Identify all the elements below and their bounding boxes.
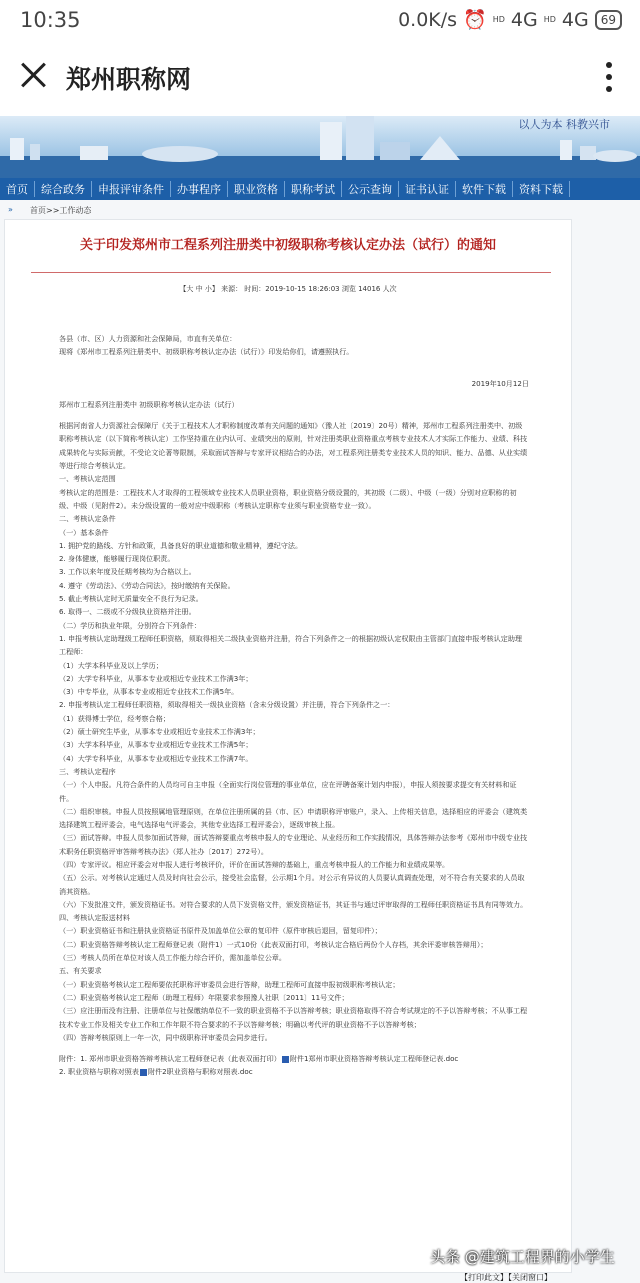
article-meta: 【大 中 小】 来源： 时间：2019-10-15 18:26:03 浏览 14016 人次: [179, 285, 397, 293]
article-paragraph: （一）职业资格考核认定工程师要依托职称评审委员会进行答辩，助理工程师可直接申报初级职称考核认定；: [59, 979, 400, 989]
doc-file-icon: [282, 1056, 289, 1063]
site-banner: [0, 116, 640, 178]
breadcrumb-arrow-icon: »: [8, 205, 13, 214]
article-paragraph: 根据河南省人力资源社会保障厅《关于工程技术人才职称制度改革有关问题的通知》（豫人社〔2019〕20号）精神，郑州市工程系列注册类中、初级职称考核认定（以下简称考核认定）工作坚持重在业内认可、业绩突出的原则，针对注册类职业资格重点考核专业技术人才实际工作能力、业绩、科技成果转化与实际贡献，不受论文论著等限制，采取面试答辩与专家评议相结合的办法，对工程系列注册类专业技术人员的知识、能力、品德、从业实绩等进行综合考核认定。: [59, 421, 528, 471]
attachment-label: 附件：: [59, 1054, 81, 1064]
banner-slogan: 以人为本 科教兴市: [518, 118, 610, 131]
article-paragraph: 考核认定的范围是：工程技术人才取得的工程领域专业技术人员职业资格，职业资格分级设置的，其初级（二级）、中级（一级）分别对应职称的初级、中级（见附件2）。未分级设置的一般对应中级职称（考核认定职称专业须与职业资格专业一致）。: [59, 487, 517, 510]
network-speed: 0.0K/s: [398, 8, 458, 31]
article-container: [4, 219, 572, 1273]
article-paragraph: （2）硕士研究生毕业，从事本专业或相近专业技术工作满3年；: [59, 727, 260, 737]
watermark: 头条 @建筑工程界的小学生: [430, 1248, 615, 1266]
hd-label-1: HD: [492, 15, 505, 24]
article-paragraph: 1. 拥护党的路线、方针和政策，具备良好的职业道德和敬业精神，遵纪守法。: [59, 540, 303, 550]
bottom-links: [460, 1272, 552, 1283]
article-paragraph: （二）组织审核。申报人员按照属地管理原则，在单位注册所属的县（市、区）申请职称评审账户，录入、上传相关信息，选择相应的评委会（建筑类选择建筑工程评委会，电气选择电气评委会，其他专业选择工程评委会），逐级审核上报。: [59, 806, 528, 830]
article-paragraph: （一）职业资格证书和注册执业资格证书原件及加盖单位公章的复印件（原件审核后退回，留复印件）；: [59, 926, 382, 936]
article-paragraph: 一、考核认定范围: [59, 474, 116, 484]
article-paragraph: 4. 遵守《劳动法》、《劳动合同法》，按时缴纳有关保险。: [59, 580, 235, 590]
status-bar: [0, 0, 640, 40]
article-paragraph: 3. 工作以来年度及任期考核均为合格以上。: [59, 567, 196, 577]
attachment-2-link[interactable]: 附件2职业资格与职称对照表.doc: [147, 1067, 253, 1077]
app-title: 郑州职称网: [66, 65, 192, 94]
breadcrumb-text[interactable]: 首页>>工作动态: [30, 206, 92, 215]
nav-item[interactable]: 软件下载: [456, 181, 513, 197]
article-paragraph: 2. 申报考核认定工程师任职资格，须取得相关一级执业资格（含未分级设置）并注册，符合下列条件之一：: [59, 700, 395, 710]
breadcrumb: [0, 203, 640, 218]
article-paragraph: 1. 申报考核认定助理级工程师任职资格，须取得相关二级执业资格并注册，符合下列条件之一的根据初级认定权限由主管部门直接申报考核认定助理工程师：: [59, 633, 523, 657]
article-paragraph: （六）下发批准文件，颁发资格证书。对符合要求的人员下发资格文件，颁发资格证书，其证书与通过评审取得的工程师任职资格证书具有同等效力。: [59, 899, 528, 909]
attachment-1: [59, 1052, 529, 1065]
article-paragraph: （三）考核人员所在单位对该人员工作能力综合评价，需加盖单位公章。: [59, 953, 286, 963]
article-paragraph: 五、有关要求: [59, 966, 102, 976]
article-body: [59, 332, 529, 1079]
nav-item[interactable]: 办事程序: [171, 181, 228, 197]
article-paragraph: 三、考核认定程序: [59, 766, 116, 776]
paragraph-list: [59, 419, 529, 1044]
article-paragraph: （五）公示。对考核认定通过人员及时向社会公示，接受社会监督，公示期1个月。对公示有异议的人员要认真调查处理，对不符合有关要求的人员取消其资格。: [59, 873, 525, 896]
doc-title: 郑州市工程系列注册类中 初级职称考核认定办法（试行）: [59, 399, 239, 409]
signal-1: 4G: [510, 8, 538, 31]
article-paragraph: 四、考核认定报送材料: [59, 913, 130, 923]
app-bar: [0, 40, 640, 116]
article-paragraph: （四）答辩考核原则上一年一次，同中级职称评审委员会同步进行。: [59, 1032, 272, 1042]
doc-file-icon: [140, 1069, 147, 1076]
publish-date: 2019年10月12日: [471, 378, 529, 388]
battery-icon: 69: [595, 10, 622, 30]
signal-2: 4G: [561, 8, 589, 31]
article-paragraph: （四）专家评议。相应评委会对申报人进行考核评价，评价在面试答辩的基础上，重点考核申报人的工作能力和业绩成果等。: [59, 859, 450, 869]
article-paragraph: （3）中专毕业，从事本专业或相近专业技术工作满5年。: [59, 687, 239, 697]
article-paragraph: （三）面试答辩。申报人员参加面试答辩，面试答辩要重点考核申报人的专业理论、从业经历和工作实践情况，具体答辩办法参考《郑州市中级专业技术职务任职资格评审答辩考核办法》（郑人社办〔2017〕272号）。: [59, 833, 528, 856]
article-paragraph: （三）应注册而没有注册、注册单位与社保缴纳单位不一致的职业资格不予以答辩考核；职业资格取得不符合考试规定的不予以答辩考核；不从事工程技术专业工作及相关专业工作和工作年限不符合要求的不予以答辩考核；明确以考代评的职业资格不予以答辩考核；: [59, 1006, 528, 1029]
article-paragraph: 5. 截止考核认定时无质量安全不良行为记录。: [59, 594, 203, 604]
status-indicators: [398, 8, 622, 31]
more-options-icon[interactable]: [606, 62, 614, 92]
intro: 现将《郑州市工程系列注册类中、初级职称考核认定办法（试行）》印发给你们，请遵照执行。: [59, 347, 354, 357]
print-link[interactable]: 【打印此文】: [460, 1273, 508, 1282]
hd-label-2: HD: [543, 15, 556, 24]
title-divider: [31, 272, 551, 273]
article-paragraph: （4）大学专科毕业，从事本专业或相近专业技术工作满7年。: [59, 753, 253, 763]
nav-item[interactable]: 证书认证: [399, 181, 456, 197]
attachment-1-link[interactable]: 附件1郑州市职业资格答辩考核认定工程师登记表.doc: [289, 1054, 459, 1064]
article-paragraph: 二、考核认定条件: [59, 514, 116, 524]
nav-item[interactable]: 职称考试: [285, 181, 342, 197]
article-paragraph: 2. 身体健康，能够履行现岗位职责。: [59, 554, 175, 564]
nav-item[interactable]: 公示查询: [342, 181, 399, 197]
greeting: 各县（市、区）人力资源和社会保障局，市直有关单位：: [59, 334, 237, 343]
main-nav: [0, 178, 640, 200]
attachment-1-title: 1. 郑州市职业资格答辩考核认定工程师登记表（此表双面打印）: [80, 1054, 281, 1064]
article-paragraph: （3）大学本科毕业，从事本专业或相近专业技术工作满5年；: [59, 740, 253, 750]
article-paragraph: （1）获得博士学位，经考察合格；: [59, 713, 170, 723]
article-paragraph: （2）大学专科毕业，从事本专业或相近专业技术工作满3年；: [59, 673, 253, 683]
attachment-2-title: 2. 职业资格与职称对照表: [59, 1067, 139, 1077]
nav-item[interactable]: 综合政务: [35, 181, 92, 197]
nav-item[interactable]: 申报评审条件: [92, 181, 171, 197]
close-icon[interactable]: [20, 62, 46, 88]
alarm-icon: ⏰: [463, 9, 487, 31]
article-paragraph: （二）职业资格考核认定工程师（助理工程师）年限要求参照豫人社职〔2011〕11号文件；: [59, 992, 349, 1002]
nav-item[interactable]: 资料下载: [513, 181, 570, 197]
article-paragraph: （一）基本条件: [59, 527, 109, 537]
article-paragraph: （一）个人申报。凡符合条件的人员均可自主申报（全面实行岗位管理的事业单位，应在评聘备案计划内申报），申报人须按要求提交有关材料和证件。: [59, 780, 517, 803]
article-paragraph: 6. 取得一、二级或不分级执业资格并注册。: [59, 607, 196, 617]
nav-item[interactable]: 首页: [0, 181, 35, 197]
close-window-link[interactable]: 【关闭窗口】: [508, 1273, 552, 1282]
article-paragraph: （1）大学本科毕业及以上学历；: [59, 660, 163, 670]
article-paragraph: （二）学历和执业年限，分别符合下列条件：: [59, 620, 201, 630]
attachment-2: [59, 1065, 529, 1078]
article-paragraph: （二）职业资格答辩考核认定工程师登记表（附件1）一式10份（此表双面打印，考核认定合格后两份个人存档，其余评委审核答辩用）；: [59, 939, 488, 949]
status-time: 10:35: [20, 8, 81, 32]
article-title: 关于印发郑州市工程系列注册类中初级职称考核认定办法（试行）的通知: [79, 238, 496, 253]
nav-item[interactable]: 职业资格: [228, 181, 285, 197]
